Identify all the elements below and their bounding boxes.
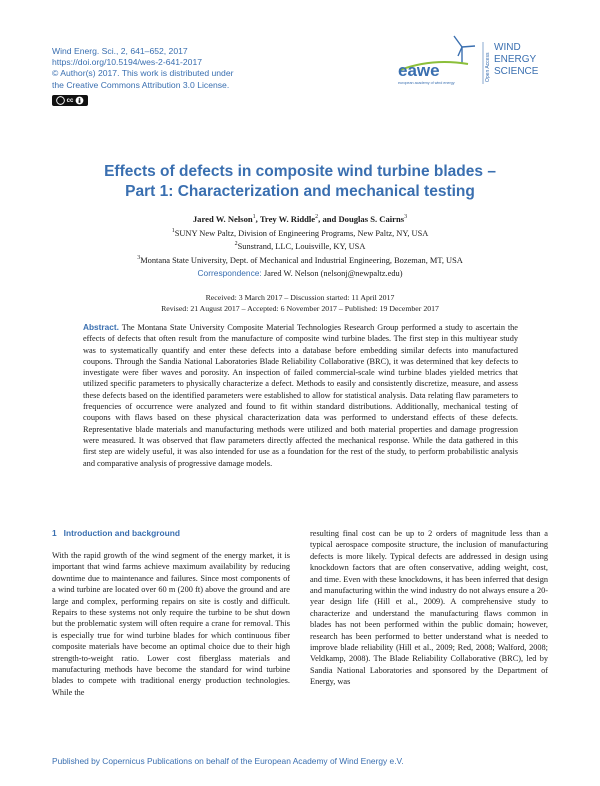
body-column-right: resulting final cost can be up to 2 orders of magnitude less than a typical aerospace composite structure, the inclusion of manufacturing defects is more likely. Typical defects are addressed in design using knockdown factors that are often conservative, adding weight, cost, and time. Even with these knockdowns, it has been inferred that design and manufacturing within the wind industry do not always ensure a 20-year design life (Hill et al., 2009). A comprehensive study to characterize and understand the manufacturing flaws common in blades has not been performed within the public domain; however, research has been performed to better understand what is needed to improve blade reliability (Hill et al., 2009; Red, 2008; Walford, 2008; Veldkamp, 2008). The Blade Reliability Collaborative (BRC), led by Sandia National Laboratories and sponsored by the Department of Energy, was	[310, 529, 548, 687]
article-metadata	[52, 46, 233, 91]
correspondence-label: Correspondence:	[197, 268, 262, 278]
paper-title	[60, 162, 540, 202]
citation: Wind Energ. Sci., 2, 641–652, 2017	[52, 46, 188, 56]
journal-name-line2: ENERGY	[494, 54, 537, 65]
body-column-left: With the rapid growth of the wind segment of the energy market, it is important that wind farms achieve maximum availability by reducing downtime due to maintenance and failures. Since most components of a wind turbine are located over 60 m (200 ft) above the ground and are large and complex, performing repairs on site is costly and difficult. Repairs to these systems not only require the turbine to be shut down but the problematic system will often require a crane for removal. This is especially true for wind turbine blades for which continuous fiber composite materials have become an optimal choice due to their high strength-to-weight ratio. Lower cost fiberglass materials and manufacturing methods have become the standard for wind turbine blades to compete with traditional energy production technologies. While the	[52, 551, 290, 697]
cc-icon	[56, 96, 65, 105]
title-line-1: Effects of defects in composite wind turbine blades –	[104, 163, 496, 180]
eawe-text: eawe	[398, 61, 440, 80]
title-line-2: Part 1: Characterization and mechanical testing	[125, 183, 475, 200]
copyright-line: © Author(s) 2017. This work is distributed under	[52, 68, 234, 79]
eawe-wes-logo[interactable]	[392, 34, 552, 94]
wind-turbine-icon	[454, 36, 475, 64]
author-2-affil: 2	[315, 214, 319, 221]
license-link[interactable]: the Creative Commons Attribution 3.0 License.	[52, 79, 230, 90]
author-2: Trey W. Riddle	[259, 214, 316, 224]
author-separator: ,	[255, 214, 260, 224]
affiliation-2: $^2$Sunstrand, LLC, Louisville, KY, USA	[234, 241, 366, 252]
author-3-affil: 3	[404, 214, 408, 221]
open-access-label: Open Access	[485, 52, 491, 82]
cc-badge-text: cc	[66, 97, 74, 104]
dates-line-2: Revised: 21 August 2017 – Accepted: 6 November 2017 – Published: 19 December 2017	[161, 304, 439, 313]
author-1-affil: 1	[252, 214, 256, 221]
journal-name-line1: WIND	[494, 42, 521, 53]
author-separator: , and	[318, 214, 339, 224]
eawe-subtitle: european academy of wind energy	[398, 81, 455, 85]
doi-link[interactable]: https://doi.org/10.5194/wes-2-641-2017	[52, 57, 203, 68]
article-dates	[40, 292, 560, 314]
author-list	[40, 214, 560, 224]
cc-license-badge[interactable]	[52, 95, 88, 106]
journal-name-line3: SCIENCE	[494, 66, 539, 77]
author-3: Douglas S. Cairns	[338, 214, 405, 224]
section-heading: 1 Introduction and background	[52, 528, 180, 538]
dates-line-1: Received: 3 March 2017 – Discussion started: 11 April 2017	[205, 293, 395, 302]
publisher-footer: Published by Copernicus Publications on behalf of the European Academy of Wind Energy e.V.	[52, 756, 404, 766]
abstract-label: Abstract.	[83, 322, 119, 332]
correspondence-value[interactable]: Jared W. Nelson (nelsonj@newpaltz.edu)	[263, 269, 403, 278]
correspondence	[40, 268, 560, 278]
by-icon	[75, 96, 84, 105]
abstract	[83, 322, 518, 469]
abstract-text: The Montana State University Composite Material Technologies Research Group performed a study to ascertain the effects of defects that often result from the manufacture of composite wind turbine blades. The first step in this multiyear study was to systematically quantify and enter these defects into a database before embedding similar defects into manufactured coupons. Through the Sandia National Laboratories Blade Reliability Collaborative (BRC), it was determined that key defects to investigate were fiber waves and porosity. An inspection of failed commercial-scale wind turbine blades yielded metrics that utilized specific parameters to physically characterize a defect. Methods to easily and consistently discretize, measure, and assess these defects based on the identified parameters were established to allow for statistical analysis. Data relating flaw parameters to frequencies of occurrence were analyzed and found to fit within standard distributions. Additionally, mechanical testing of coupons with flaws based on these physical characterization data was performed to understand effects of these defects. Representative blade materials and manufacturing methods were utilized and both material properties and damage progression were measured. It was observed that flaw parameters directly affected the mechanical response. While the data gathered in this first step are widely useful, it was also intended for use as a foundation for the rest of the study, to perform probabilistic analysis and comparative analysis of progressive damage models.	[83, 323, 518, 468]
affiliation-1: $^1$SUNY New Paltz, Division of Engineering Programs, New Paltz, NY, USA	[171, 228, 429, 238]
affiliation-3: $^3$Montana State University, Dept. of Mechanical and Industrial Engineering, Bozeman, MT, USA	[137, 254, 463, 265]
author-1: Jared W. Nelson	[192, 214, 253, 224]
affiliations	[40, 226, 560, 266]
